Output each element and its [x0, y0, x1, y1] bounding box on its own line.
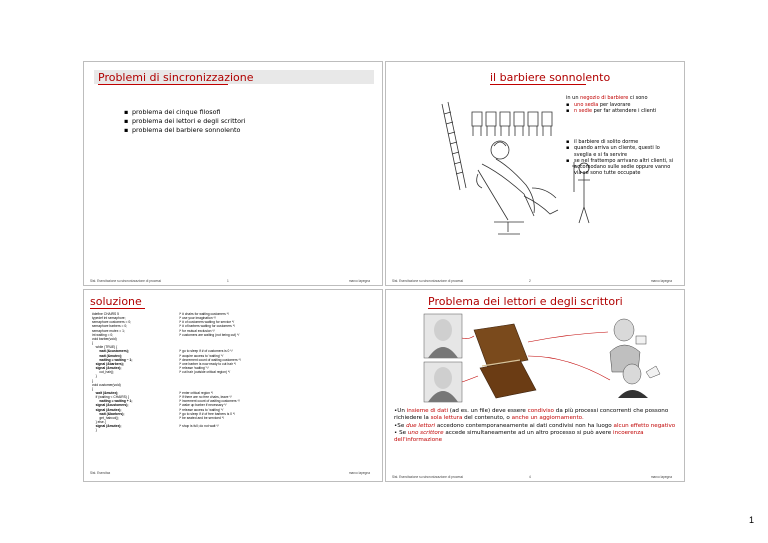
code-text: semaphore barbers = 0; [92, 324, 128, 329]
code-text: signal (&barbers); [92, 361, 124, 366]
list-item: ▪ problema dei lettori e degli scrittori [124, 117, 245, 126]
slide-2 [385, 61, 685, 286]
footer-course: Sist. Esercitaz [90, 471, 111, 475]
code-comment: /* increment count of waiting customers */ [179, 399, 240, 404]
code-comment: /* # of barbers waiting for customers */ [179, 324, 235, 329]
code-comment: /* go to sleep if # of free barbers is 0 */ [179, 411, 236, 416]
code-text: typedef int semaphore; [92, 316, 126, 321]
problem-description [394, 408, 684, 444]
code-comment: /* customers are waiting (not being cut) */ [179, 332, 240, 337]
code-text: get_haircut(); [92, 415, 119, 420]
code-text: wait (&barbers); [92, 411, 125, 416]
code-text: signal (&mutex); [92, 424, 122, 429]
code-comment: /* acquire access to 'waiting' */ [179, 353, 224, 358]
list-item: ▪ problema dei cinque filosofi [124, 108, 245, 117]
code-listing [92, 312, 241, 433]
readers-writers-illustration [410, 312, 670, 406]
code-text: } [92, 428, 97, 433]
slide-title: soluzione [90, 295, 142, 308]
code-text: waiting = waiting − 1; [92, 357, 133, 362]
code-text: signal (&customers); [92, 403, 129, 408]
footer-number: 4 [529, 475, 531, 479]
list-item: ▪ quando arriva un cliente, questi lo sveglia e si fa servire [566, 145, 678, 158]
slide-3 [83, 289, 383, 482]
code-text: cut_hair(); [92, 370, 115, 375]
slide-4 [385, 289, 685, 482]
code-comment: /* if there are no free chairs, leave */ [179, 395, 232, 400]
paragraph: •Un insieme di dati (ad es. un file) deve essere condiviso da più processi concorrenti che possono richiedere la sola lettura del contenuto, o anche un aggiornamento. [394, 408, 669, 422]
code-text: #define CHAIRS 5 [92, 312, 119, 316]
code-text: } [92, 374, 97, 379]
code-text: if (waiting < CHAIRS) { [92, 395, 129, 400]
code-text: waiting = waiting + 1; [92, 399, 133, 404]
code-text: while (TRUE) { [92, 345, 118, 350]
footer-course: Sist. Esercitazione su sincronizzazione di processi [392, 475, 464, 479]
paragraph: • Se uno scrittore accede simultaneamente ad un altro processo si può avere incoerenza dell'informazione [394, 429, 644, 444]
footer-author: marco lapegna [650, 279, 672, 283]
footer-course: Sist. Esercitazione su sincronizzazione di processi [90, 279, 162, 283]
code-comment: /* for mutual exclusion */ [179, 328, 215, 333]
bullet-list [124, 108, 245, 134]
slide-title: Problemi di sincronizzazione [98, 71, 254, 84]
chairs-list [566, 102, 682, 115]
list-item: ▪ uno sedia per lavorare [566, 102, 682, 108]
code-comment: /* enter critical region */ [179, 390, 214, 395]
code-text: { [92, 341, 94, 346]
code-comment: /* # chairs for waiting customers */ [179, 312, 229, 316]
code-comment: /* wake up barber if necessary */ [179, 403, 227, 408]
code-text: wait (&mutex); [92, 353, 123, 358]
behaviour-list [566, 139, 678, 177]
slide-1 [83, 61, 383, 286]
list-item: ▪ se nel frattempo arrivano altri clienti, si accomodano sulle sedie oppure vanno via se sono tutte occupate [566, 158, 678, 177]
code-comment: /* cut hair (outside critical region) */ [179, 370, 231, 375]
code-comment: /* # of customers waiting for service */ [179, 320, 235, 325]
code-comment: /* decrement count of waiting customers */ [179, 357, 241, 362]
slide-title: il barbiere sonnolento [490, 71, 611, 84]
code-comment: /* release access to 'waiting' */ [179, 407, 224, 412]
paragraph: •Se due lettori accedono contemporaneamente ai dati condivisi non ha luogo alcun effetto negativo [394, 422, 676, 429]
footer-author: marco lapegna [348, 471, 370, 475]
footer-number: 1 [227, 279, 229, 283]
list-item: ▪ il barbiere di solito dorme [566, 139, 678, 145]
code-comment: /* one barber is now ready to cut hair */ [179, 361, 236, 366]
code-text: semaphore mutex = 1; [92, 328, 125, 333]
code-line [92, 428, 241, 432]
code-text: semaphore customers = 0; [92, 320, 132, 325]
code-comment: /* go to sleep if # of customers is 0 */ [179, 349, 233, 354]
code-text: int waiting = 0; [92, 332, 114, 337]
code-text: } [92, 378, 94, 383]
footer-author: marco lapegna [348, 279, 370, 283]
barbershop-intro: in un negozio di barbiere ci sono [566, 95, 648, 101]
code-text: void customer(void) [92, 382, 121, 387]
code-comment: /* shop is full; do not wait */ [179, 424, 219, 429]
code-text: wait (&customers); [92, 349, 130, 354]
list-item: ▪ n sedie per far attendere i clienti [566, 108, 682, 114]
code-text: signal (&mutex); [92, 407, 122, 412]
code-text: { [92, 386, 94, 391]
code-text: wait (&mutex); [92, 390, 119, 395]
footer-author: marco lapegna [650, 475, 672, 479]
code-text: signal (&mutex); [92, 366, 122, 371]
code-comment: /* use your imagination */ [179, 316, 216, 321]
code-text: void barber(void) [92, 336, 117, 341]
page-number: 1 [748, 515, 754, 525]
code-text: } else { [92, 420, 106, 425]
code-comment: /* be seated and be serviced */ [179, 415, 224, 420]
code-comment: /* release 'waiting' */ [179, 366, 209, 371]
footer-number: 2 [529, 279, 531, 283]
list-item: ▪ problema del barbiere sonnolento [124, 126, 245, 135]
slide-title: Problema dei lettori e degli scrittori [428, 295, 623, 308]
footer-course: Sist. Esercitazione su sincronizzazione di processi [392, 279, 464, 283]
